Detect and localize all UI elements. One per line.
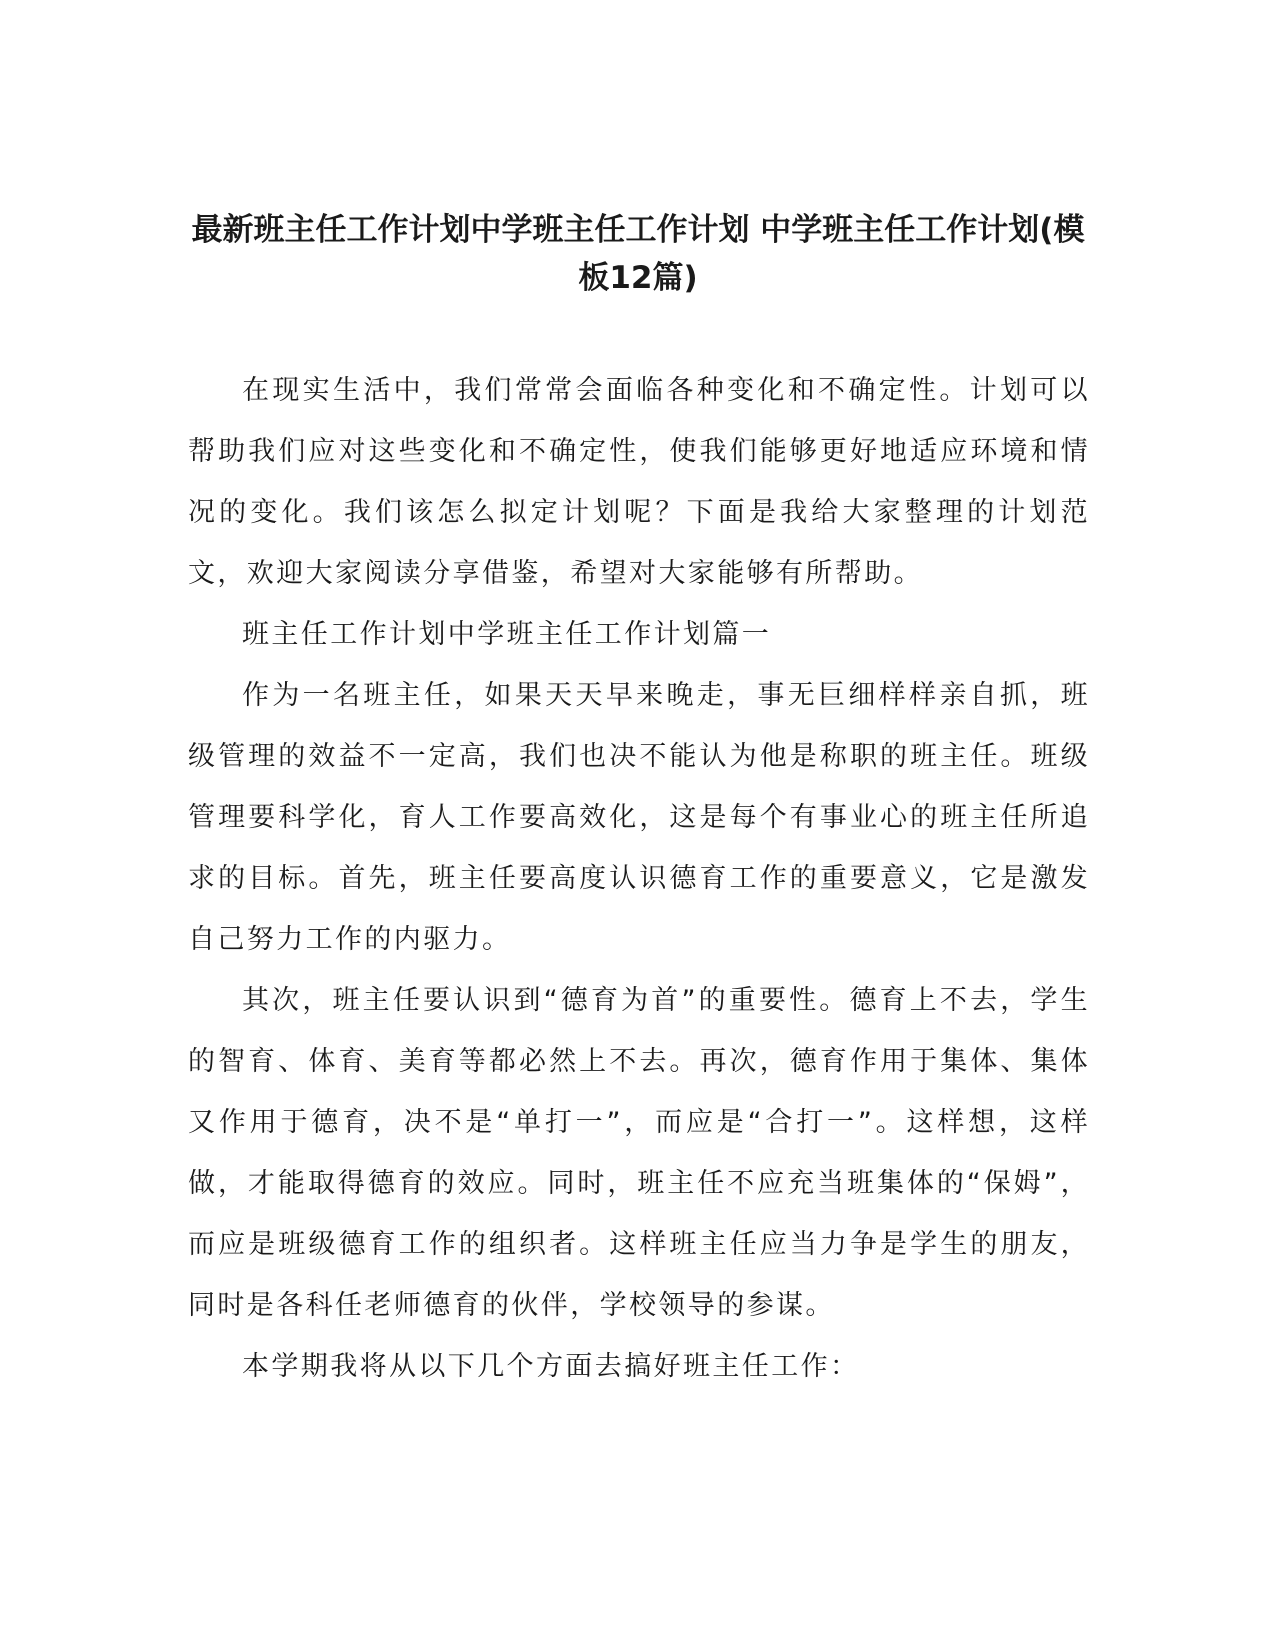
body-paragraph: 作为一名班主任，如果天天早来晚走，事无巨细样样亲自抓，班级管理的效益不一定高，我们也决不能认为他是称职的班主任。班级管理要科学化，育人工作要高效化，这是每个有事业心的班主任所追求的目标。首先，班主任要高度认识德育工作的重要意义，它是激发自己努力工作的内驱力。 bbox=[188, 680, 1090, 955]
intro-paragraph: 在现实生活中，我们常常会面临各种变化和不确定性。计划可以帮助我们应对这些变化和不确定性，使我们能够更好地适应环境和情况的变化。我们该怎么拟定计划呢？下面是我给大家整理的计划范文，欢迎大家阅读分享借鉴，希望对大家能够有所帮助。 bbox=[188, 375, 1090, 589]
body-paragraph: 其次，班主任要认识到“德育为首”的重要性。德育上不去，学生的智育、体育、美育等都必然上不去。再次，德育作用于集体、集体又作用于德育，决不是“单打一”，而应是“合打一”。这样想，这样做，才能取得德育的效应。同时，班主任不应充当班集体的“保姆”，而应是班级德育工作的组织者。这样班主任应当力争是学生的朋友，同时是各科任老师德育的伙伴，学校领导的参谋。 bbox=[188, 985, 1090, 1321]
body-paragraph: 本学期我将从以下几个方面去搞好班主任工作： bbox=[242, 1351, 860, 1382]
document-title: 最新班主任工作计划中学班主任工作计划 中学班主任工作计划(模板12篇) bbox=[191, 212, 1085, 296]
section-heading: 班主任工作计划中学班主任工作计划篇一 bbox=[242, 619, 772, 650]
document-body bbox=[188, 360, 1090, 1397]
